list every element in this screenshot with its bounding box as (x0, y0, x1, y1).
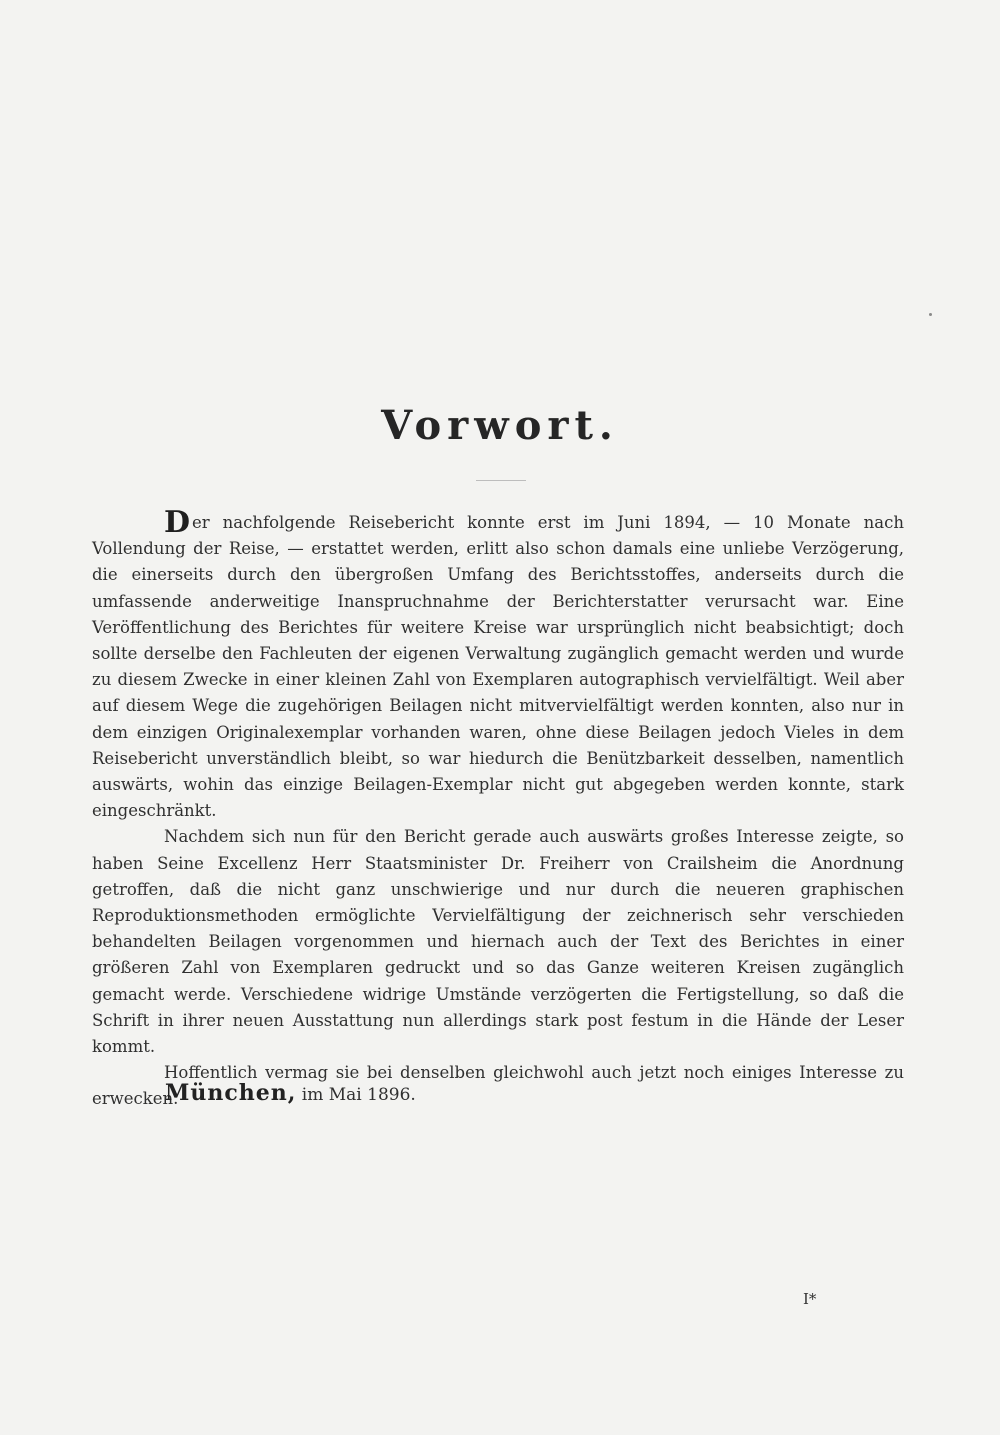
drop-cap: D (164, 505, 191, 540)
paragraph-2 (92, 824, 904, 1060)
paragraph-3-text: Hoffentlich vermag sie bei denselben gleichwohl auch jetzt noch einiges Interesse zu erwecken. (92, 1063, 904, 1109)
page-number: I* (803, 1290, 817, 1308)
foreword-body (92, 505, 904, 1113)
page-title: Vorwort. (381, 402, 619, 449)
paragraph-2-text: Nachdem sich nun für den Bericht gerade auch auswärts großes Interesse zeigte, so haben Seine Excellenz Herr Staatsminister Dr. Freiherr von Crailsheim die Anordnung getroffen, daß die nicht ganz unschwierige und nur durch die neueren graphischen Reproduktionsmethoden ermöglichte Vervielfältigung der zeichnerisch sehr verschieden behandelten Beilagen vorgenommen und hiernach auch der Text des Berichtes in einer größeren Zahl von Exemplaren gedruckt und so das Ganze weiteren Kreisen zugänglich gemacht werde. Verschiedene widrige Umstände verzögerten die Fertigstellung, so daß die Schrift in ihrer neuen Ausstattung nun allerdings stark post festum in die Hände der Leser kommt. (92, 827, 904, 1057)
signature-date: im Mai 1896. (301, 1085, 416, 1105)
paper-speck (929, 313, 932, 316)
paragraph-1-text: er nachfolgende Reisebericht konnte erst im Juni 1894, — 10 Monate nach Vollendung der Reise, — erstattet werden, erlitt also schon damals eine unliebe Verzögerung, die einerseits durch den übergroßen Umfang des Berichtsstoffes, anderseits durch die umfassende anderweitige Inanspruchnahme der Berichterstatter verursacht war. Eine Veröffentlichung des Berichtes für weitere Kreise war ursprünglich nicht beabsichtigt; doch sollte derselbe den Fachleuten der eigenen Verwaltung zugänglich gemacht werden und wurde zu diesem Zwecke in einer kleinen Zahl von Exemplaren autographisch vervielfältigt. Weil aber auf diesem Wege die zugehörigen Beilagen nicht mitvervielfältigt werden konnten, also nur in dem einzigen Originalexemplar vorhanden waren, ohne diese Beilagen jedoch Vieles in dem Reisebericht unverständlich bleibt, so war hiedurch die Benützbarkeit desselben, namentlich auswärts, wohin das einzige Beilagen-Exemplar nicht gut abgegeben werden konnte, stark eingeschränkt. (92, 513, 904, 821)
signature-line (165, 1080, 416, 1106)
signature-city: München, (165, 1080, 297, 1106)
paragraph-1 (92, 505, 904, 824)
title-divider (476, 480, 526, 481)
